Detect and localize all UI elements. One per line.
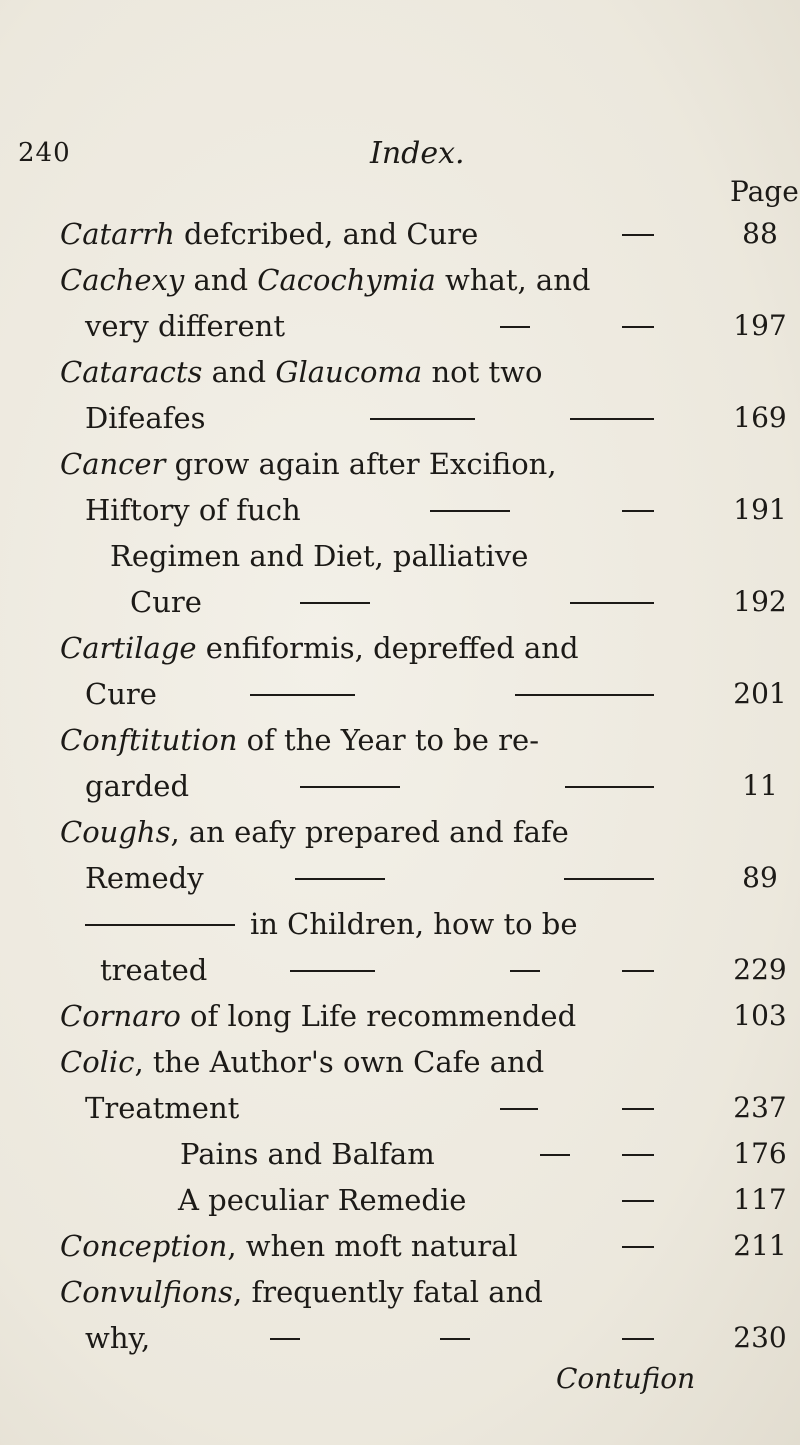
index-entry [0, 536, 800, 576]
leader-dash [430, 510, 510, 512]
entry-text: not two [422, 355, 543, 389]
entry-term: Coughs [60, 815, 171, 849]
index-entry [0, 260, 800, 300]
leader-dash [570, 602, 654, 604]
entry-text: Remedy [85, 861, 204, 895]
index-entry [0, 858, 800, 898]
index-entry [0, 674, 800, 714]
leader-dash [250, 694, 355, 696]
entry-text: Pains and Balfam [180, 1137, 435, 1171]
leader-dash [622, 970, 654, 972]
entry-term: Cornaro [60, 999, 181, 1033]
entry-page: 211 [733, 1229, 787, 1262]
entry-text: , an eafy prepared and fafe [170, 815, 569, 849]
entry-term: Conftitution [60, 723, 238, 757]
entry-text: Difeafes [85, 401, 206, 435]
index-entry [0, 1226, 800, 1266]
entry-page: 88 [742, 217, 778, 250]
entry-page: 201 [733, 677, 787, 710]
index-entry [0, 1318, 800, 1358]
leader-dash [540, 1154, 570, 1156]
entry-text: , the Author's own Cafe and [134, 1045, 545, 1079]
entry-text: and [202, 355, 276, 389]
index-entry [0, 766, 800, 806]
entry-page: 103 [733, 999, 787, 1032]
entry-term-secondary: Glaucoma [275, 355, 423, 389]
leader-dash [565, 786, 654, 788]
entry-page: 191 [733, 493, 787, 526]
entry-term: Cachexy [60, 263, 185, 297]
entry-text: garded [85, 769, 190, 803]
entry-text: of long Life recommended [180, 999, 577, 1033]
index-entry [0, 628, 800, 668]
entry-page: 89 [742, 861, 778, 894]
leader-dash [270, 1338, 300, 1340]
index-entry [0, 490, 800, 530]
entry-term: Cartilage [60, 631, 197, 665]
index-entry [0, 1088, 800, 1128]
index-entry [0, 1134, 800, 1174]
entry-term-secondary: Cacochymia [257, 263, 436, 297]
index-entry [0, 1272, 800, 1312]
entry-term: Cataracts [60, 355, 203, 389]
entry-page: 169 [733, 401, 787, 434]
leader-dash [440, 1338, 470, 1340]
leader-dash [500, 326, 530, 328]
leader-dash [295, 878, 385, 880]
entry-text: Hiftory of fuch [85, 493, 301, 527]
index-entry [0, 306, 800, 346]
entry-text: Treatment [85, 1091, 240, 1125]
index-entry [0, 812, 800, 852]
leader-dash [622, 1338, 654, 1340]
entry-text: treated [100, 953, 208, 987]
index-entry [0, 720, 800, 760]
index-entry [0, 950, 800, 990]
leader-dash [622, 1108, 654, 1110]
index-entry [0, 582, 800, 622]
entry-page: 176 [733, 1137, 787, 1170]
entry-text: A peculiar Remedie [178, 1183, 467, 1217]
entry-text: defcribed, and Cure [174, 217, 479, 251]
entry-page: 237 [733, 1091, 787, 1124]
entry-text: very different [85, 309, 285, 343]
leader-dash [500, 1108, 538, 1110]
entry-text: in Children, how to be [250, 907, 578, 941]
entry-text: Regimen and Diet, palliative [110, 539, 529, 573]
index-entry [0, 398, 800, 438]
index-entry [0, 352, 800, 392]
entry-text: , frequently fatal and [233, 1275, 543, 1309]
leader-dash [622, 1200, 654, 1202]
entry-text: and [184, 263, 258, 297]
index-entry [0, 1042, 800, 1082]
entry-term: Cancer [60, 447, 166, 481]
leader-dash [570, 418, 654, 420]
leader-dash [515, 694, 654, 696]
leader-dash [622, 326, 654, 328]
leader-dash [300, 602, 370, 604]
entry-text: Cure [130, 585, 202, 619]
entry-term: Convulfions [60, 1275, 234, 1309]
page-column-heading: Page [730, 175, 799, 208]
leader-dash [290, 970, 375, 972]
ditto-dash [85, 924, 235, 926]
index-entry [0, 214, 800, 254]
entry-term: Catarrh [60, 217, 175, 251]
entry-term: Colic [60, 1045, 135, 1079]
leader-dash [300, 786, 400, 788]
index-entry [0, 1180, 800, 1220]
leader-dash [564, 878, 654, 880]
leader-dash [370, 418, 475, 420]
entry-text: why, [85, 1321, 151, 1355]
leader-dash [510, 970, 540, 972]
running-head: Index. [370, 136, 465, 171]
entry-term: Conception [60, 1229, 228, 1263]
entry-page: 229 [733, 953, 787, 986]
entry-page: 192 [733, 585, 787, 618]
entry-text: of the Year to be re- [237, 723, 539, 757]
index-entry [0, 996, 800, 1036]
index-entry [0, 904, 800, 944]
entry-page: 230 [733, 1321, 787, 1354]
leader-dash [622, 1246, 654, 1248]
catchword: Contufion [556, 1362, 696, 1395]
entry-page: 197 [733, 309, 787, 342]
leader-dash [622, 1154, 654, 1156]
leader-dash [622, 510, 654, 512]
entry-text: Cure [85, 677, 157, 711]
index-entry [0, 444, 800, 484]
entry-page: 11 [742, 769, 778, 802]
entry-text: , when moft natural [227, 1229, 518, 1263]
entry-text: grow again after Excifion, [165, 447, 557, 481]
entry-page: 117 [733, 1183, 787, 1216]
entry-text: what, and [435, 263, 591, 297]
entry-text: enfiformis, depreffed and [196, 631, 579, 665]
leader-dash [622, 234, 654, 236]
page-number: 240 [18, 138, 71, 168]
